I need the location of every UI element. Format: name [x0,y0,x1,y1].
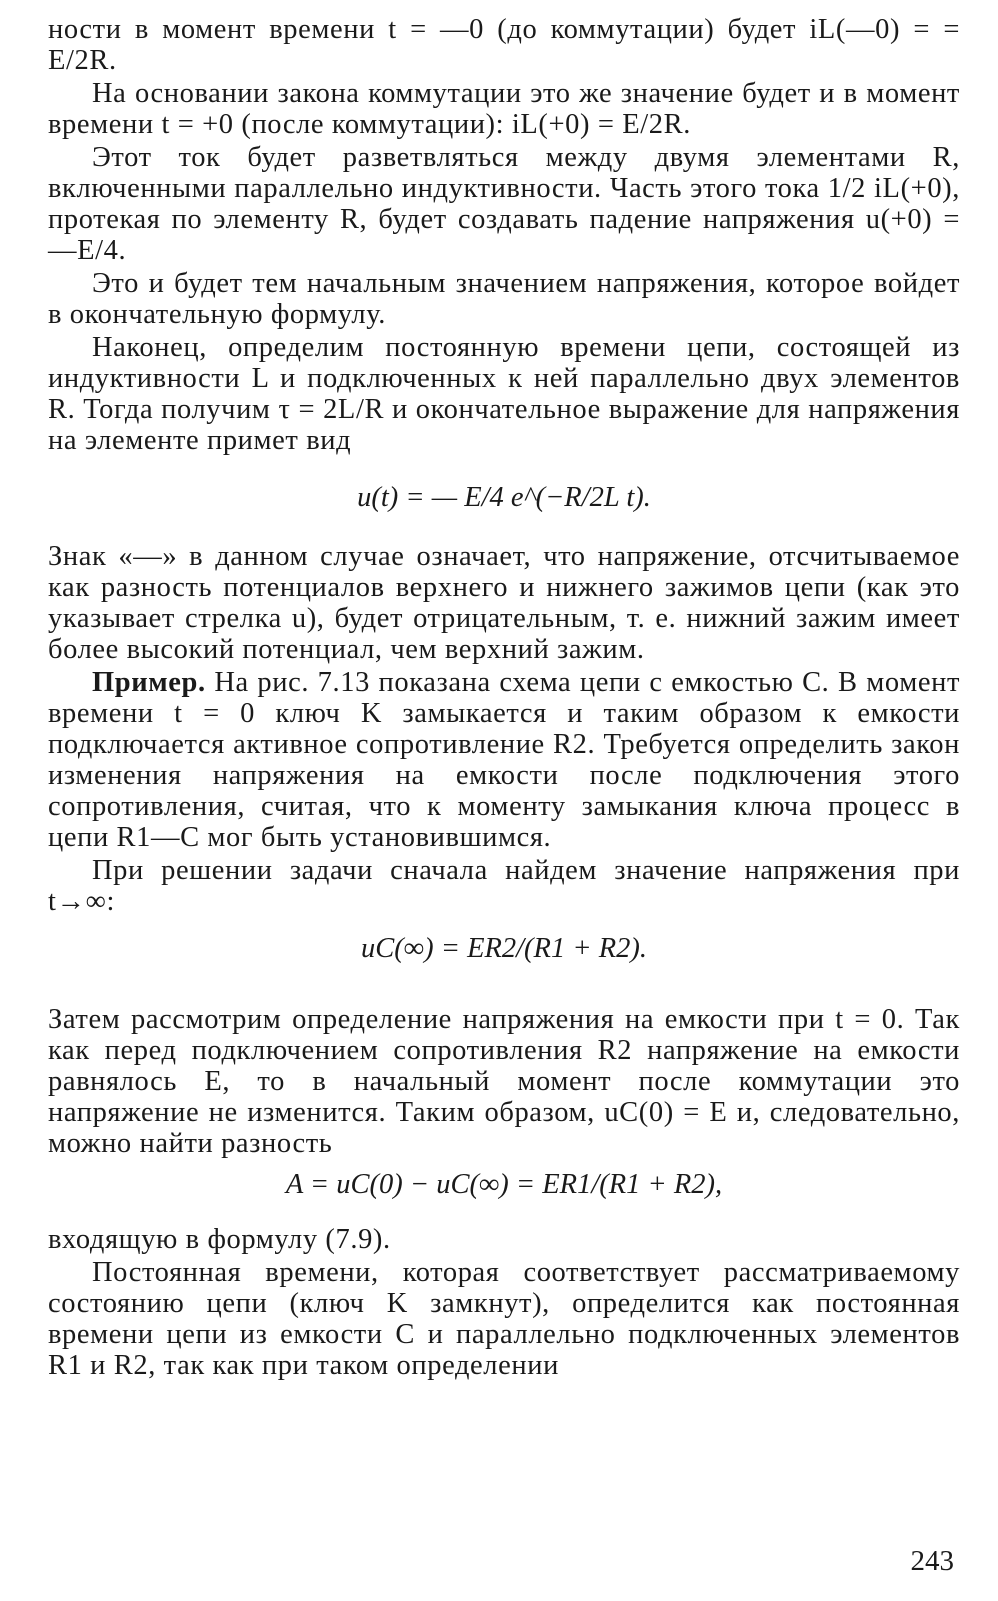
example-text: На рис. 7.13 показана схема цепи с емкостью C. В момент времени t = 0 ключ K замыкается и таким образом к емкости подключается активное сопротивление R2. Требуется определить закон изменения напряжения на емкости после подключения этого сопротивления, считая, что к моменту замыкания ключа процесс в цепи R1—C мог быть установившимся. [48,667,960,853]
paragraph-10: входящую в формулу (7.9). [48,1224,391,1255]
paragraph-7 [48,667,960,853]
paragraph-11: Постоянная времени, которая соответствует рассматриваемому состоянию цепи (ключ K замкнут), определится как постоянная времени цепи из емкости C и параллельно подключенных элементов R1 и R2, так как при таком определении [48,1257,960,1381]
paragraph-2: На основании закона коммутации это же значение будет и в момент времени t = +0 (после коммутации): iL(+0) = E/2R. [48,78,960,140]
paragraph-4: Это и будет тем начальным значением напряжения, которое войдет в окончательную формулу. [48,268,960,330]
paragraph-6: Знак «—» в данном случае означает, что напряжение, отсчитываемое как разность потенциалов верхнего и нижнего зажимов цепи (как это указывает стрелка u), будет отрицательным, т. е. нижний зажим имеет более высокий потенциал, чем верхний зажим. [48,541,960,665]
paragraph-8: При решении задачи сначала найдем значение напряжения при t→∞: [48,855,960,917]
paragraph-3: Этот ток будет разветвляться между двумя элементами R, включенными параллельно индуктивности. Часть этого тока 1/2 iL(+0), протекая по элементу R, будет создавать падение напряжения u(+0) = —E/4. [48,142,960,266]
formula-u-t: u(t) = — E/4 e^(−R/2L t). [357,482,651,513]
paragraph-1: ности в момент времени t = —0 (до коммутации) будет iL(—0) = = E/2R. [48,14,960,76]
page-number: 243 [910,1545,954,1577]
paragraph-5: Наконец, определим постоянную времени цепи, состоящей из индуктивности L и подключенных к ней параллельно двух элементов R. Тогда получим τ = 2L/R и окончательное выражение для напряжения на элементе примет вид [48,332,960,456]
formula-a: A = uC(0) − uC(∞) = ER1/(R1 + R2), [285,1169,723,1200]
page-body [48,14,960,1383]
example-lead: Пример. [92,667,206,698]
paragraph-9: Затем рассмотрим определение напряжения на емкости при t = 0. Так как перед подключением сопротивления R2 напряжение на емкости равнялось E, то в начальный момент после коммутации это напряжение не изменится. Таким образом, uC(0) = E и, следовательно, можно найти разность [48,1004,960,1159]
formula-uc-infinity: uC(∞) = ER2/(R1 + R2). [361,933,647,964]
